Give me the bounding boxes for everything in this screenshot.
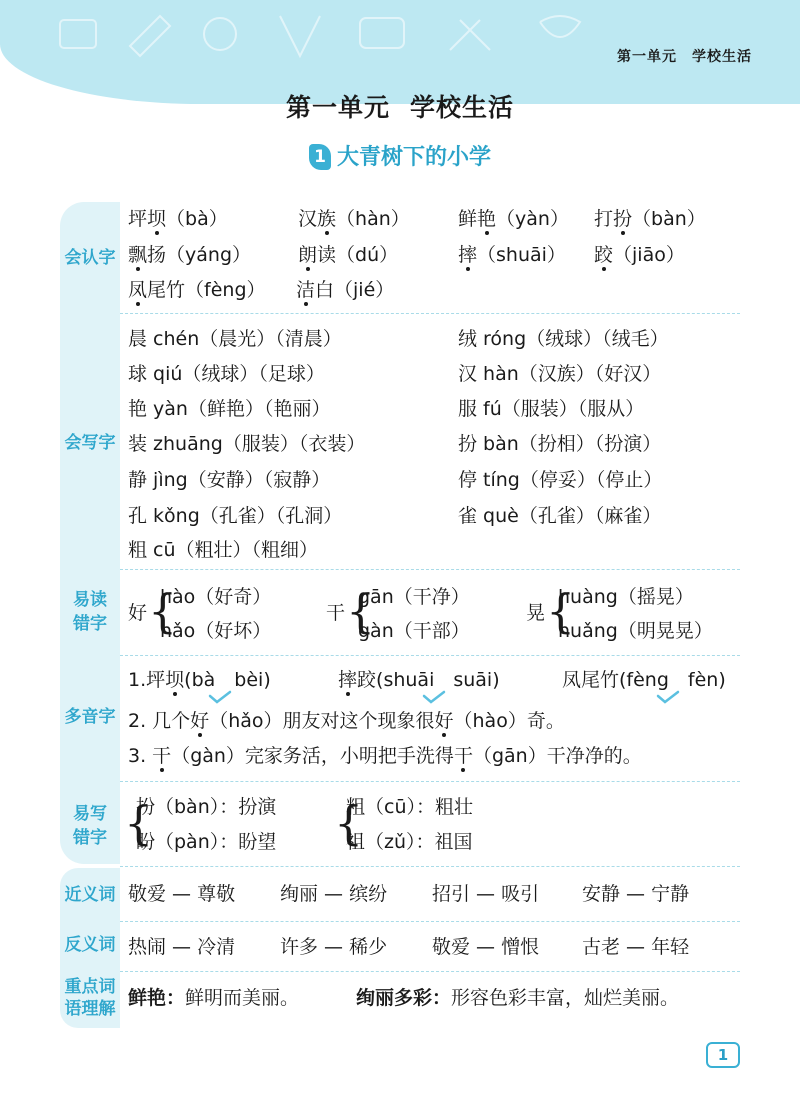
yidu-char: 晃 <box>526 602 546 624</box>
category-sidebar-top <box>60 202 120 864</box>
duoyin-item: 1.坪坝(bà bèi) <box>128 669 271 691</box>
section-divider <box>120 921 740 922</box>
xiezi-entry: 艳 yàn（鲜艳）（艳丽） <box>128 398 331 420</box>
xiezi-entry: 汉 hàn（汉族）（好汉） <box>458 363 662 385</box>
renzi-word: 跤（jiāo） <box>594 244 685 266</box>
brace-icon: { <box>148 584 178 638</box>
xiezi-entry: 静 jìng（安静）（寂静） <box>128 469 331 491</box>
key-term: 绚丽多彩：形容色彩丰富，灿烂美丽。 <box>356 987 680 1009</box>
section-divider <box>120 313 740 314</box>
xiezi-entry: 装 zhuāng（服装）（衣装） <box>128 433 366 455</box>
antonym-pair: 许多 — 稀少 <box>280 936 388 958</box>
renzi-word: 坪坝（bà） <box>128 208 228 230</box>
page-number: 1 <box>706 1042 740 1068</box>
section-divider <box>120 971 740 972</box>
renzi-word: 洁白（jié） <box>296 279 395 301</box>
brace-icon: { <box>346 584 376 638</box>
brace-icon: { <box>546 584 576 638</box>
category-zhongdian-line1: 重点词 <box>64 977 116 997</box>
xiezi-entry: 停 tíng（停妥）（停止） <box>458 469 663 491</box>
category-yidu-line1: 易读 <box>73 590 107 610</box>
renzi-word: 凤尾竹（fèng） <box>128 279 266 301</box>
category-fanyi: 反义词 <box>64 935 116 955</box>
brace-icon: { <box>334 796 364 850</box>
category-duoyin: 多音字 <box>64 707 116 727</box>
xiezi-entry: 粗 cū（粗壮）（粗细） <box>128 539 319 561</box>
section-divider <box>120 655 740 656</box>
renzi-word: 朗读（dú） <box>298 244 399 266</box>
yidu-reading: gān（干净） <box>358 586 470 608</box>
category-zhongdian-line2: 语理解 <box>64 999 116 1019</box>
lesson-number: 1 <box>309 144 331 170</box>
renzi-word: 打扮（bàn） <box>594 208 706 230</box>
unit-tag: 第一单元 学校生活 <box>617 49 752 65</box>
xiezi-entry: 晨 chén（晨光）（清晨） <box>128 328 342 350</box>
category-yidu-line2: 错字 <box>73 614 107 634</box>
check-mark-icon <box>656 690 680 704</box>
xiezi-entry: 雀 què（孔雀）（麻雀） <box>458 505 662 527</box>
xiezi-entry: 扮 bàn（扮相）（扮演） <box>458 433 662 455</box>
yidu-reading: gàn（干部） <box>358 620 470 642</box>
section-divider <box>120 569 740 570</box>
yidu-reading: huǎng（明晃晃） <box>558 620 713 642</box>
synonym-pair: 招引 — 吸引 <box>432 883 540 905</box>
xiezi-entry: 服 fú（服装）（服从） <box>458 398 645 420</box>
synonym-pair: 敬爱 — 尊敬 <box>128 883 236 905</box>
lesson-title <box>0 140 800 171</box>
unit-label: 第一单元 <box>285 93 390 122</box>
duoyin-sentence: 2. 几个好（hǎo）朋友对这个现象很好（hào）奇。 <box>128 710 565 732</box>
yidu-char: 干 <box>326 602 346 624</box>
antonym-pair: 敬爱 — 憎恨 <box>432 936 540 958</box>
yidu-reading: hào（好奇） <box>160 586 272 608</box>
renzi-word: 飘扬（yáng） <box>128 244 252 266</box>
theme-label: 学校生活 <box>410 93 515 122</box>
duoyin-item: 凤尾竹(fèng fèn) <box>562 669 726 691</box>
yidu-reading: hǎo（好坏） <box>160 620 272 642</box>
key-term: 鲜艳：鲜明而美丽。 <box>128 987 300 1009</box>
yidu-reading: huàng（摇晃） <box>558 586 694 608</box>
category-jinyi: 近义词 <box>64 885 116 905</box>
category-renzi: 会认字 <box>64 248 116 268</box>
category-yixie-line1: 易写 <box>73 804 107 824</box>
antonym-pair: 热闹 — 冷清 <box>128 936 236 958</box>
lesson-name: 大青树下的小学 <box>336 145 491 170</box>
section-divider <box>120 866 740 867</box>
page-title <box>0 88 800 124</box>
section-divider <box>120 781 740 782</box>
stationery-doodle-icon <box>40 6 600 66</box>
synonym-pair: 安静 — 宁静 <box>582 883 690 905</box>
synonym-pair: 绚丽 — 缤纷 <box>280 883 388 905</box>
renzi-word: 鲜艳（yàn） <box>458 208 569 230</box>
yixie-entry: 扮（bàn）：扮演 <box>136 796 277 818</box>
yixie-entry: 粗（cū）：粗壮 <box>346 796 473 818</box>
duoyin-item: 摔跤(shuāi suāi) <box>338 669 500 691</box>
xiezi-entry: 球 qiú（绒球）（足球） <box>128 363 325 385</box>
brace-icon: { <box>124 796 154 850</box>
category-xiezi: 会写字 <box>64 433 116 453</box>
xiezi-entry: 绒 róng（绒球）（绒毛） <box>458 328 669 350</box>
xiezi-entry: 孔 kǒng（孔雀）（孔洞） <box>128 505 343 527</box>
category-yixie-line2: 错字 <box>73 828 107 848</box>
duoyin-sentence: 3. 干（gàn）完家务活，小明把手洗得干（gān）干净净的。 <box>128 745 642 767</box>
yixie-entry: 祖（zǔ）：祖国 <box>346 831 473 853</box>
check-mark-icon <box>422 690 446 704</box>
yidu-char: 好 <box>128 602 148 624</box>
check-mark-icon <box>208 690 232 704</box>
renzi-word: 摔（shuāi） <box>458 244 566 266</box>
yixie-entry: 盼（pàn）：盼望 <box>136 831 277 853</box>
renzi-word: 汉族（hàn） <box>298 208 410 230</box>
antonym-pair: 古老 — 年轻 <box>582 936 690 958</box>
